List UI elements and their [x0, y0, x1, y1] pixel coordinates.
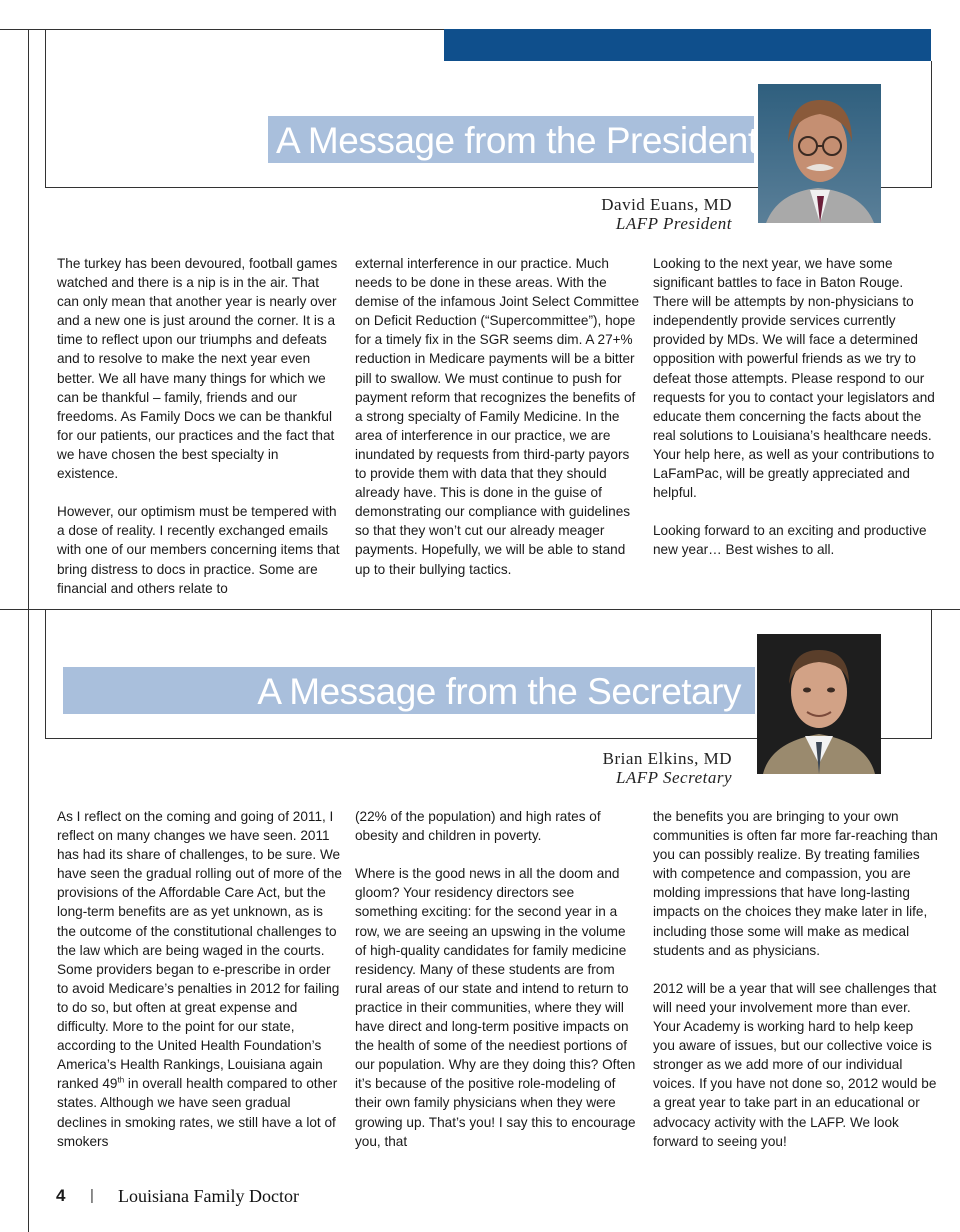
portrait-photo-icon	[758, 84, 881, 223]
secretary-column-1	[57, 807, 342, 1170]
president-title	[268, 116, 758, 163]
paragraph: Looking forward to an exciting and productive new year… Best wishes to all.	[653, 523, 927, 558]
president-role: LAFP President	[615, 214, 732, 233]
president-column-3	[653, 254, 938, 579]
publication-name: Louisiana Family Doctor	[118, 1186, 299, 1206]
president-byline	[601, 195, 732, 233]
paragraph-text: As I reflect on the coming and going of 2011, I reflect on many changes we have seen. 2011 has had its share of challenges, to be sure. We have seen the gradual rolling out of more of the provisions of the Affordable Care Act, but the long-term benefits are as yet unknown, as is the outcome of the constitutional challenges to the law which are being waged in the courts. Some providers began to e-prescribe in order to avoid Medicare’s penalties in 2012 for failing to do so, but often at great expense and difficulty. More to the point for our state, according to the United Health Foundation’s America’s Health Rankings, Louisiana again ranked 49	[57, 809, 342, 1092]
header-accent-bar	[444, 29, 931, 61]
secretary-box-right	[931, 609, 932, 739]
secretary-title-text: A Message from the Secretary	[257, 671, 741, 712]
president-title-text: A Message from the President	[276, 120, 758, 161]
left-margin-rule	[28, 29, 29, 1232]
president-box-left	[45, 29, 46, 188]
ordinal-suffix: th	[117, 1075, 125, 1085]
secretary-name: Brian Elkins, MD	[602, 749, 732, 768]
paragraph: external interference in our practice. Much needs to be done in these areas. With the demise of the infamous Joint Select Committee on Deficit Reduction (“Supercommittee”), hope for a timely fix in the SGR seems dim. A 27+% reduction in Medicare payments will be a bitter pill to swallow. We must continue to push for payment reform that recognizes the benefits of a strong specialty of Family Medicine. In the area of interference in our practice, we are inundated by requests from third-party payors to provide them with data that they should already have. This is done in the guise of demonstrating our compliance with guidelines so that they won’t cut our already meager payments. Hopefully, we will be able to stand up to their bullying tactics.	[355, 256, 640, 577]
president-column-2	[355, 254, 640, 598]
paragraph: The turkey has been devoured, football games watched and there is a nip is in the air. That can only mean that another year is nearly over and a new one is just around the corner. It is a time to reflect upon our triumphs and defeats and to resolve to make the next year even better. We all have many things for which we can be thankful – family, friends and our freedoms. As Family Docs we can be thankful for our patients, our practices and the fact that we have chosen the best specialty in existence.	[57, 256, 338, 482]
paragraph: Where is the good news in all the doom and gloom? Your residency directors see something exciting: for the second year in a row, we are seeing an upswing in the volume of high-quality candidates for family medicine residency. Many of these students are from rural areas of our state and intend to return to practice in their communities, where they will have direct and long-term positive impacts on the health of some of the neediest portions of our population. Why are they doing this? Often it’s because of the positive role-modeling of their own family physicians when they were growing up. That’s you! I say this to encourage you, that	[355, 866, 636, 1149]
paragraph: 2012 will be a year that will see challenges that will need your involvement more than ever. Your Academy is working hard to help keep you aware of issues, but our collective voice is stronger as we add more of our individual voices. If you have not done so, 2012 would be a great year to take part in an educational or advocacy activity with the LAFP. We look forward to seeing you!	[653, 980, 937, 1149]
page-number: 4	[56, 1186, 66, 1205]
portrait-photo-icon	[757, 634, 881, 774]
paragraph: However, our optimism must be tempered with a dose of reality. I recently exchanged emails with one of our members concerning items that bring distress to docs in practice. Some are financial and others relate to	[57, 504, 340, 596]
president-photo	[758, 84, 881, 223]
secretary-column-3	[653, 807, 938, 1170]
paragraph-text: in overall health compared to other states. Although we have seen gradual declines in smoking rates, we still have a lot of smokers	[57, 1076, 338, 1149]
paragraph: the benefits you are bringing to your own communities is often far more far-reaching than you can possibly realize. By treating families with competence and compassion, you are molding impressions that have long-lasting impacts on the choices they make later in life, including those some will make as medical students and as physicians.	[653, 809, 938, 958]
president-box-right	[931, 61, 932, 188]
president-box-bottom-right	[881, 187, 932, 188]
secretary-box-bottom	[45, 738, 758, 739]
paragraph: (22% of the population) and high rates of obesity and children in poverty.	[355, 809, 601, 844]
secretary-box-bottom-right	[881, 738, 932, 739]
secretary-column-2	[355, 807, 640, 1170]
secretary-box-left	[45, 609, 46, 739]
secretary-photo	[757, 634, 881, 774]
top-rule	[0, 29, 444, 30]
secretary-byline	[603, 749, 732, 787]
secretary-title	[63, 667, 755, 714]
president-name: David Euans, MD	[601, 195, 732, 214]
president-column-1	[57, 254, 342, 617]
paragraph: Looking to the next year, we have some significant battles to face in Baton Rouge. There will be attempts by non-physicians to independently provide services currently provided by MDs. We will face a determined opposition with powerful friends as we try to defeat those attempts. Please respond to our requests for you to contact your legislators and educate them concerning the facts about the real solutions to Louisiana’s healthcare needs. Your help here, as well as your contributions to LaFamPac, will be greatly appreciated and helpful.	[653, 256, 935, 501]
secretary-role: LAFP Secretary	[615, 768, 732, 787]
paragraph	[57, 807, 342, 1151]
president-box-bottom	[45, 187, 758, 188]
secretary-box-top	[0, 609, 960, 610]
footer-separator: |	[90, 1187, 94, 1204]
